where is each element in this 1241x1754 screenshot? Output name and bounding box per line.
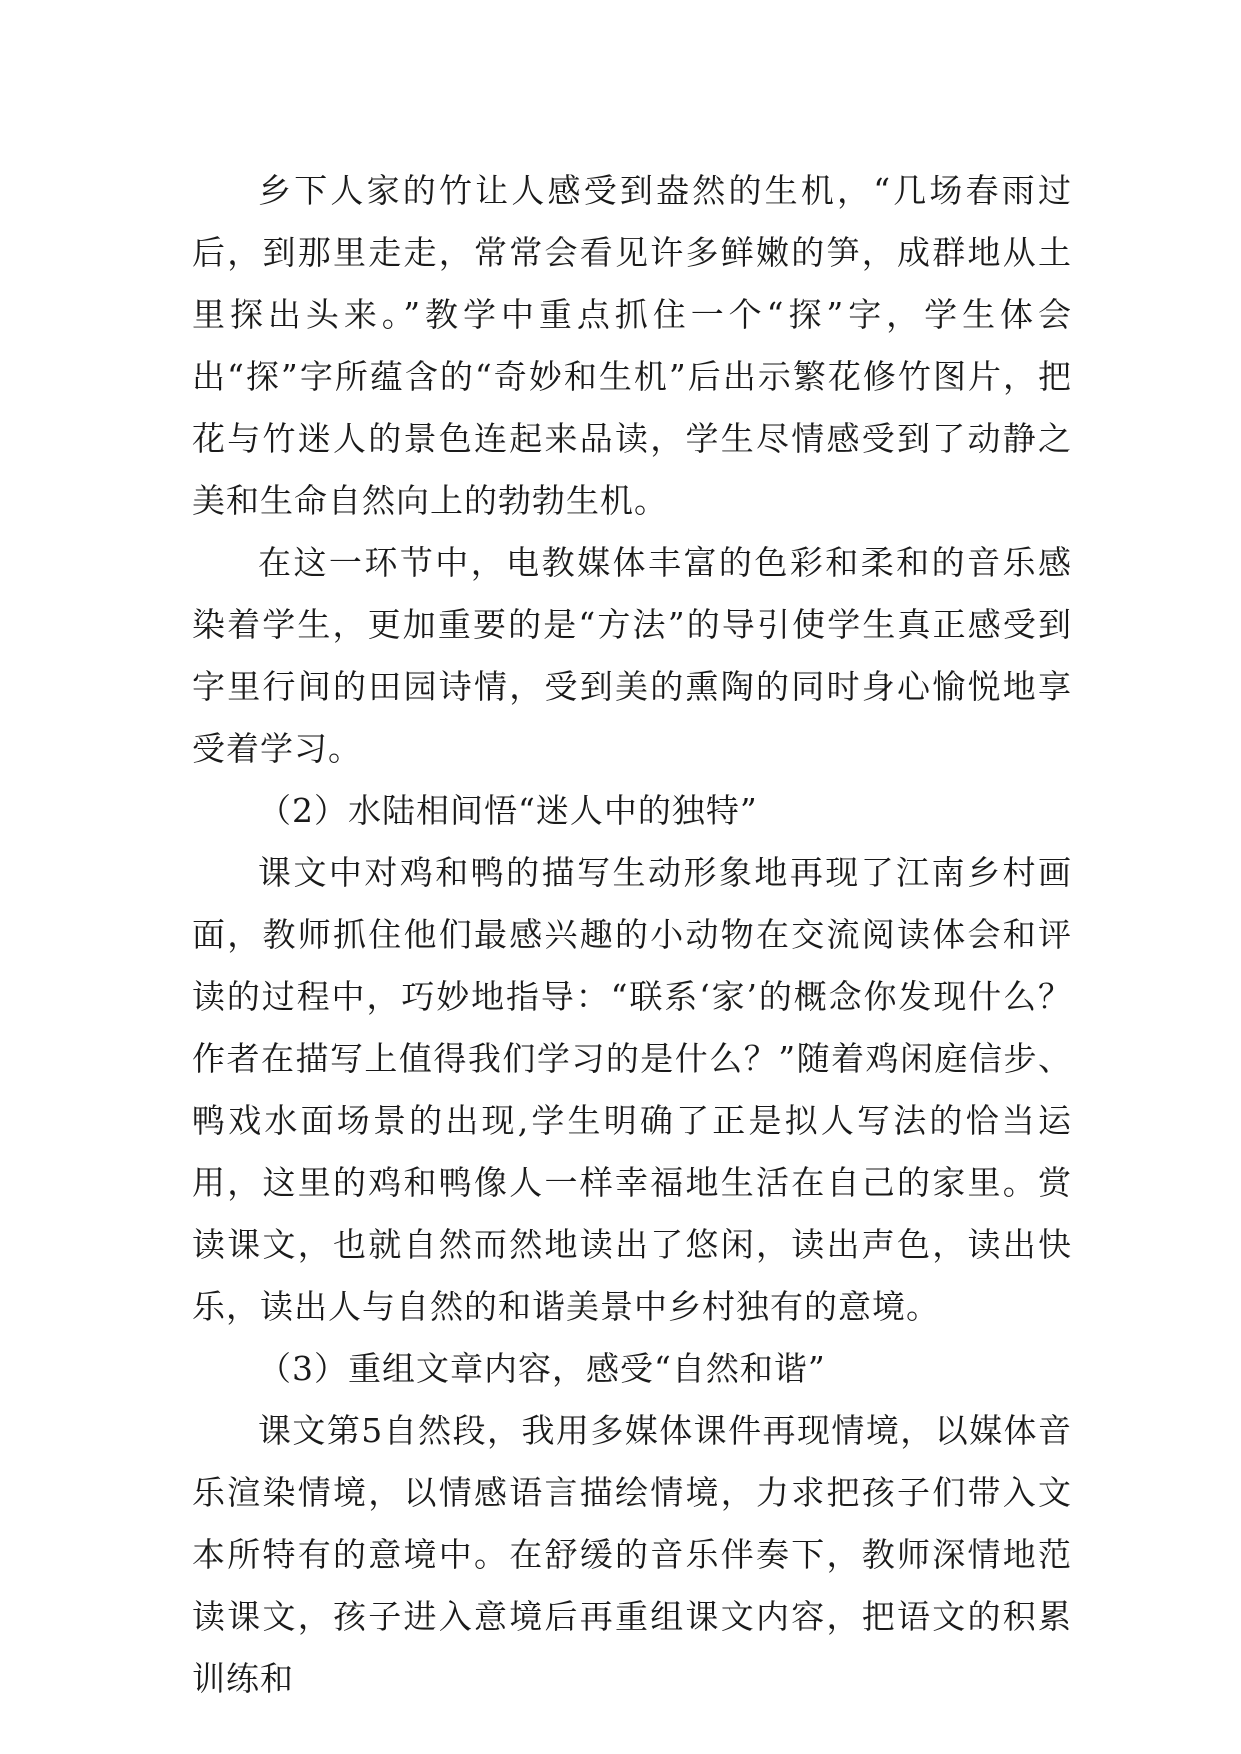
paragraph-bamboo: 乡下人家的竹让人感受到盎然的生机，“几场春雨过后，到那里走走，常常会看见许多鲜嫩的笋，成群地从土里探出头来。”教学中重点抓住一个“探”字，学生体会出“探”字所蕴含的“奇妙和生机”后出示繁花修竹图片，把花与竹迷人的景色连起来品读，学生尽情感受到了动静之美和生命自然向上的勃勃生机。 — [192, 171, 1072, 520]
section-heading-2: （2）水陆相间悟“迷人中的独特” — [258, 791, 758, 830]
paragraph-media-session: 在这一环节中，电教媒体丰富的色彩和柔和的音乐感染着学生，更加重要的是“方法”的导引使学生真正感受到字里行间的田园诗情，受到美的熏陶的同时身心愉悦地享受着学习。 — [192, 543, 1072, 768]
section-heading-3: （3）重组文章内容，感受“自然和谐” — [258, 1349, 826, 1388]
paragraph-paragraph-five: 课文第5自然段，我用多媒体课件再现情境，以媒体音乐渲染情境，以情感语言描绘情境，力求把孩子们带入文本所特有的意境中。在舒缓的音乐伴奏下，教师深情地范读课文，孩子进入意境后再重组课文内容，把语文的积累训练和 — [192, 1411, 1072, 1698]
document-body — [192, 160, 1072, 1710]
paragraph-chicken-duck: 课文中对鸡和鸭的描写生动形象地再现了江南乡村画面，教师抓住他们最感兴趣的小动物在交流阅读体会和评读的过程中，巧妙地指导：“联系‘家’的概念你发现什么？作者在描写上值得我们学习的是什么？”随着鸡闲庭信步、鸭戏水面场景的出现,学生明确了正是拟人写法的恰当运用，这里的鸡和鸭像人一样幸福地生活在自己的家里。赏读课文，也就自然而然地读出了悠闲，读出声色，读出快乐，读出人与自然的和谐美景中乡村独有的意境。 — [192, 853, 1072, 1326]
